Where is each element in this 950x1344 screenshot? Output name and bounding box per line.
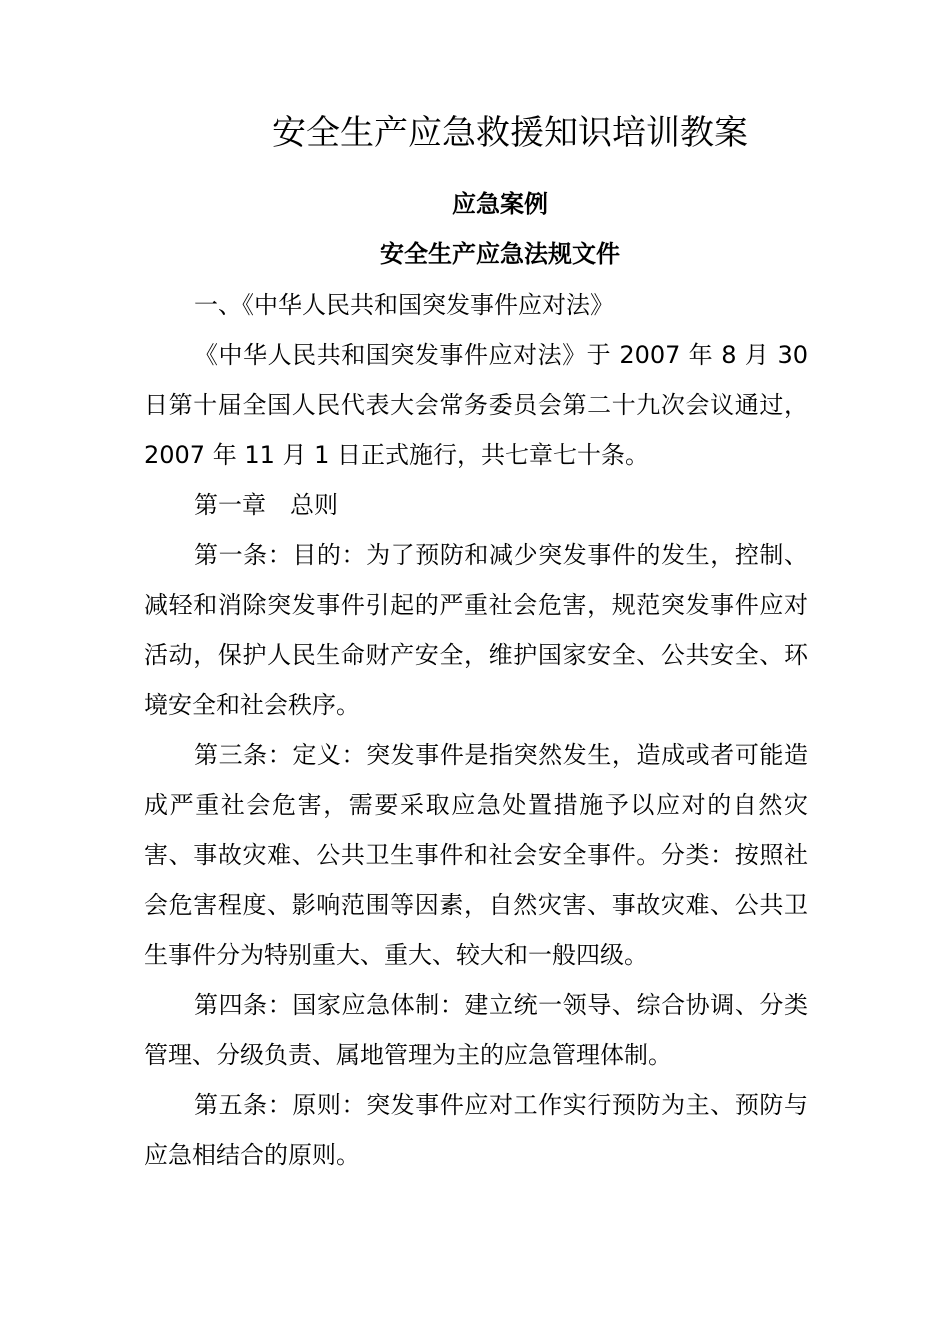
- subheading-regulations: 安全生产应急法规文件: [380, 240, 620, 268]
- paragraph-article-1: 第一条：目的：为了预防和减少突发事件的发生，控制、减轻和消除突发事件引起的严重社会危害，规范突发事件应对活动，保护人民生命财产安全，维护国家安全、公共安全、环境安全和社会秩序。: [144, 541, 808, 719]
- section-heading-law: 一、《中华人民共和国突发事件应对法》: [194, 291, 614, 319]
- paragraph-law-intro: 《中华人民共和国突发事件应对法》于 2007 年 8 月 30 日第十届全国人民代表大会常务委员会第二十九次会议通过，2007 年 11 月 1 日正式施行，共七章七十条。: [144, 341, 808, 469]
- paragraph-article-5: 第五条：原则：突发事件应对工作实行预防为主、预防与应急相结合的原则。: [144, 1091, 808, 1169]
- subheading-emergency-cases: 应急案例: [452, 190, 548, 218]
- paragraph-article-4: 第四条：国家应急体制：建立统一领导、综合协调、分类管理、分级负责、属地管理为主的应急管理体制。: [144, 991, 808, 1069]
- chapter-heading: 第一章 总则: [194, 491, 338, 519]
- paragraph-article-3: 第三条：定义：突发事件是指突然发生，造成或者可能造成严重社会危害，需要采取应急处置措施予以应对的自然灾害、事故灾难、公共卫生事件和社会安全事件。分类：按照社会危害程度、影响范围等因素，自然灾害、事故灾难、公共卫生事件分为特别重大、重大、较大和一般四级。: [144, 741, 808, 969]
- document-title: 安全生产应急救援知识培训教案: [272, 113, 748, 153]
- document-body: [144, 280, 808, 1180]
